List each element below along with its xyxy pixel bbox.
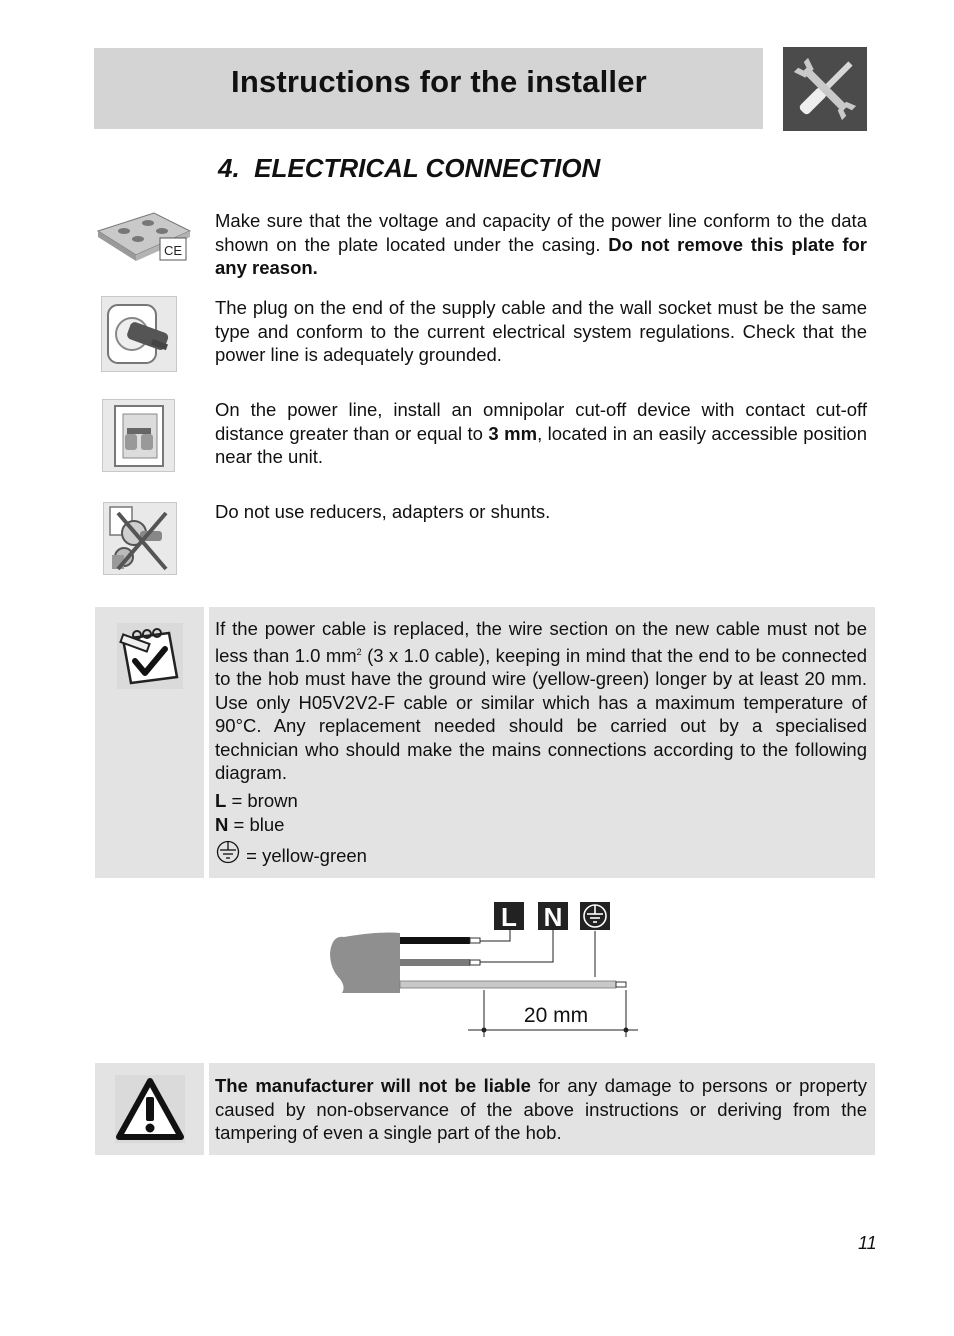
ground-icon <box>580 902 610 930</box>
item-switch-text <box>215 398 867 469</box>
legend-line-l <box>215 789 298 812</box>
item-rating-plate-text <box>215 209 867 280</box>
note-text-after: (3 x 1.0 cable), keeping in mind that the end to be connected to the hob must have the ground wire (yellow-green) longer by at least 20 mm. Use only H05V2V2-F cable or similar which has a maximum temperature of 90°C. Any replacement needed should be carried out by a specialised technician who should make the mains connections according to the following diagram. <box>215 644 867 784</box>
legend-value-ground: = yellow-green <box>241 845 367 866</box>
note-icon-panel <box>95 607 204 878</box>
legend-line-ground <box>215 840 367 867</box>
tools-icon <box>783 47 867 131</box>
item-switch-text-before: On the power line, install an omnipolar cut-off device with contact cut-off distance greater than or equal to <box>215 399 867 444</box>
warning-bold: The manufacturer will not be liable <box>215 1075 531 1096</box>
page-title: Instructions for the installer <box>231 64 647 99</box>
warning-body: for any damage to persons or property caused by non-observance of the above instructions or deriving from the tampering of even a single part of the hob. <box>215 1075 867 1143</box>
legend-value-l: = brown <box>226 790 298 811</box>
note-text-before: If the power cable is replaced, the wire section on the new cable must not be less than 1.0 mm <box>215 618 867 666</box>
diagram-label-l: L <box>501 902 517 932</box>
diagram-label-n: N <box>543 902 563 932</box>
header-bar <box>94 48 763 129</box>
page-number: 11 <box>858 1233 877 1253</box>
note-text <box>215 617 867 785</box>
dimension-label: 20 mm <box>523 1004 589 1027</box>
legend-value-n: = blue <box>228 814 285 835</box>
rating-plate-icon <box>96 205 192 265</box>
notepad-check-icon <box>113 619 187 693</box>
warning-text <box>215 1074 867 1145</box>
item-adapters-text: Do not use reducers, adapters or shunts. <box>215 501 551 522</box>
warning-icon-panel <box>95 1063 204 1155</box>
no-adapters-icon <box>103 502 177 575</box>
item-rating-plate-body: Make sure that the voltage and capacity of the power line conform to the data shown on the plate located under the casing. <box>215 210 867 255</box>
wiring-diagram <box>320 895 650 1045</box>
ce-mark: CE <box>163 243 183 258</box>
item-switch-bold: 3 mm <box>488 422 538 444</box>
section-title <box>218 153 600 184</box>
switch-icon <box>102 399 175 472</box>
legend-key-n: N <box>215 814 229 835</box>
section-number: 4. <box>218 153 240 183</box>
item-switch-text-after: , located in an easily accessible position near the unit. <box>215 422 868 467</box>
section-heading: ELECTRICAL CONNECTION <box>254 153 601 183</box>
warning-icon <box>113 1073 187 1145</box>
plug-socket-icon <box>101 296 177 372</box>
note-superscript: 2 <box>356 646 362 657</box>
ground-symbol-icon <box>215 840 241 864</box>
legend-line-n <box>215 813 284 836</box>
item-plug-text: The plug on the end of the supply cable and the wall socket must be the same type and conform to the current electrical system regulations. Check that the power line is adequately grounded. <box>215 297 867 365</box>
legend-key-l: L <box>215 790 227 811</box>
item-rating-plate-bold: Do not remove this plate for any reason. <box>215 233 867 278</box>
